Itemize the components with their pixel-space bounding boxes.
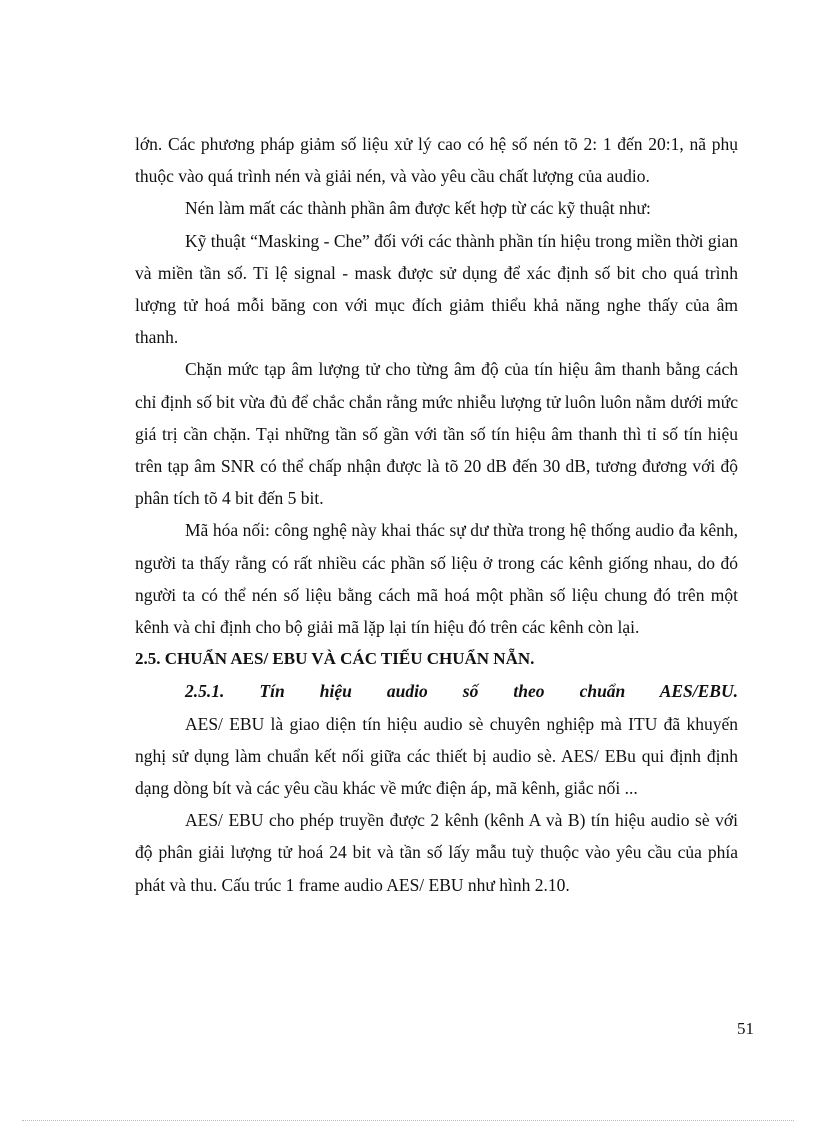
paragraph-1: lớn. Các phương pháp giảm số liệu xử lý cao có hệ số nén tõ 2: 1 đến 20:1, nã phụ thuộc vào quá trình nén và giải nén, và vào yêu cầu chất lượng của audio.	[135, 134, 738, 187]
footer-divider	[22, 1120, 794, 1121]
paragraph-7: AES/ EBU cho phép truyền được 2 kênh (kênh A và B) tín hiệu audio sè với độ phân giải lượng tử hoá 24 bit và tần số lấy mẫu tuỳ thuộc vào yêu cầu của phía phát và thu. Cấu trúc 1 frame audio AES/ EBU như hình 2.10.	[135, 810, 738, 895]
page-number: 51	[737, 1019, 754, 1038]
section-heading: 2.5. CHUẨN AES/ EBU VÀ CÁC TIẾU CHUẨN NẴN.	[135, 649, 535, 669]
paragraph-5: Mã hóa nối: công nghệ này khai thác sự dư thừa trong hệ thống audio đa kênh, người ta thấy rằng có rất nhiều các phần số liệu ở trong các kênh giống nhau, do đó người ta có thể nén số liệu bằng cách mã hoá một phần số liệu chung đó trên một kênh và chỉ định cho bộ giải mã lặp lại tín hiệu đó trên các kênh còn lại.	[135, 520, 738, 638]
paragraph-4: Chặn mức tạp âm lượng tử cho từng âm độ của tín hiệu âm thanh bằng cách chỉ định số bit vừa đủ để chắc chắn rằng mức nhiễu lượng tử luôn luôn nằm dưới mức giá trị cần chặn. Tại những tần số gần với tần số tín hiệu âm thanh thì tỉ số tín hiệu trên tạp âm SNR có thể chấp nhận được là tõ 20 dB đến 30 dB, tương đương với độ phân tích tõ 4 bit đến 5 bit.	[135, 359, 738, 509]
paragraph-3: Kỹ thuật “Masking - Che” đối với các thành phần tín hiệu trong miền thời gian và miền tần số. Tỉ lệ signal - mask được sử dụng để xác định số bit cho quá trình lượng tử hoá mỗi băng con với mục đích giảm thiểu khả năng nghe thấy của âm thanh.	[135, 230, 738, 348]
paragraph-6: AES/ EBU là giao diện tín hiệu audio sè chuyên nghiệp mà ITU đã khuyến nghị sử dụng làm chuẩn kết nối giữa các thiết bị audio sè. AES/ EBu qui định định dạng dòng bít và các yêu cầu khác về mức điện áp, mã kênh, giắc nối ...	[135, 713, 738, 799]
subsection-heading: 2.5.1. Tín hiệu audio số theo chuẩn AES/EBU.	[185, 681, 738, 702]
paragraph-2: Nén làm mất các thành phần âm được kết hợp từ các kỹ thuật như:	[185, 198, 651, 219]
body-text	[135, 128, 738, 901]
